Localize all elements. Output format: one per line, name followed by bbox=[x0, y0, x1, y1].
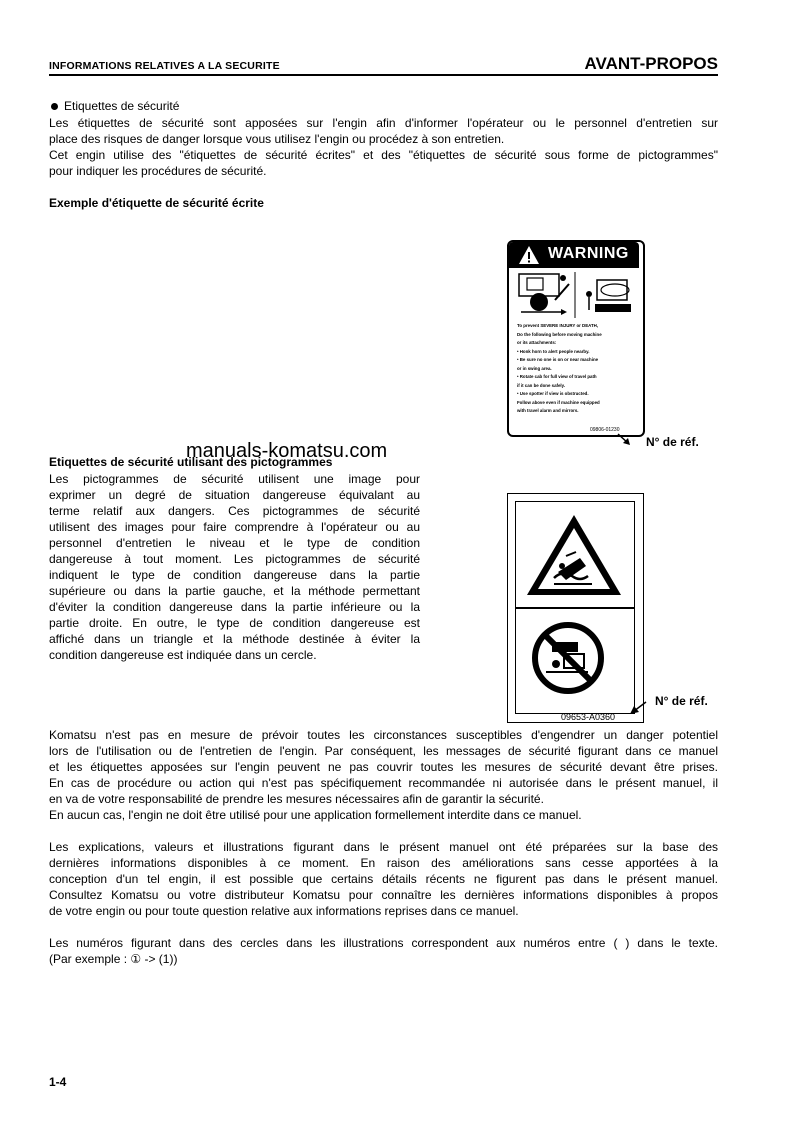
warning-label-text: To prevent SEVERE INJURY or DEATH, Do the following before moving machine or its attachments: • Honk horn to alert people nearby. • Be sure no one is on or near machine or in swing area. • Rotate cab for full view of travel path if it can be done safely. • Use spotter if view is obstructed. Follow above even if machine equipped with travel alarm and mirrors. bbox=[517, 323, 602, 413]
intro-bullet-line bbox=[49, 98, 179, 114]
intro-line: pour indiquer les procédures de sécurité. bbox=[49, 164, 267, 178]
body-paragraph-2: Les explications, valeurs et illustrations figurant dans le présent manuel ont été préparées sur la base des dernières informations disponibles à ce moment. En raison des améliorations sans cesse apportées à la conception d'un tel engin, il est possible que certains détails récents ne figurent pas dans le présent manuel. Consultez Komatsu ou votre distributeur Komatsu pour connaître les dernières informations disponibles à propos de votre engin ou pour toute question relative aux informations reprises dans ce manuel. bbox=[49, 840, 718, 918]
intro-line: Cet engin utilise des "étiquettes de sécurité écrites" et des "étiquettes de sécurité sous forme de pictogrammes" bbox=[49, 148, 718, 162]
header-rule bbox=[49, 74, 718, 76]
prohibition-circle-icon bbox=[530, 620, 606, 696]
intro-bullet-title: Etiquettes de sécurité bbox=[64, 99, 180, 113]
section-title: INFORMATIONS RELATIVES A LA SECURITE bbox=[49, 60, 280, 72]
pictogram-label-ref: N° de réf. bbox=[655, 694, 708, 708]
chapter-title: AVANT-PROPOS bbox=[584, 54, 718, 73]
written-label-ref: N° de réf. bbox=[646, 435, 699, 449]
pictogram-label-code: 09653-A0360 bbox=[561, 712, 616, 722]
picto-section-heading: Etiquettes de sécurité utilisant des pictogrammes bbox=[49, 455, 333, 469]
hazard-triangle-icon bbox=[524, 512, 624, 598]
warning-signal-word: WARNING bbox=[548, 245, 629, 262]
picto-paragraph: Les pictogrammes de sécurité utilisent une image pour exprimer un degré de situation dangereuse équivalant au terme relatif aux dangers. Ces pictogrammes de sécurité utilisent des images pour faire comprendre à l'opérateur ou au personnel d'entretien le niveau et le type de condition dangereuse à tout moment. Les pictogrammes de sécurité indiquent le type de condition dangereuse dans la partie supérieure ou dans la partie gauche, et la méthode permettant d'éviter la condition dangereuse dans la partie inférieure ou la partie droite. En outre, le type de condition dangereuse est affiché dans un triangle et la méthode destinée à éviter la condition dangereuse est indiquée dans un cercle. bbox=[49, 472, 420, 662]
machine-swing-illustration-icon bbox=[511, 270, 639, 320]
watermark: manuals-komatsu.com bbox=[186, 440, 388, 462]
bullet-icon bbox=[51, 103, 58, 110]
warning-triangle-icon bbox=[518, 245, 540, 265]
page-number: 1-4 bbox=[49, 1075, 67, 1089]
pictogram-divider bbox=[515, 607, 635, 609]
warning-label-code: 09806-01230 bbox=[590, 427, 620, 433]
intro-line: place des risques de danger lorsque vous utilisez l'engin ou procédez à son entretien. bbox=[49, 132, 505, 146]
intro-line: Les étiquettes de sécurité sont apposées sur l'engin afin d'informer l'opérateur ou le personnel d'entretien sur bbox=[49, 116, 718, 130]
body-paragraph-3: Les numéros figurant dans des cercles dans les illustrations correspondent aux numéros entre ( ) dans le texte. (Par exemple : ① -> (1)) bbox=[49, 936, 718, 966]
ref-pointer-arrow-icon bbox=[616, 432, 632, 446]
ref-pointer-arrow-icon bbox=[628, 700, 648, 716]
written-label-heading: Exemple d'étiquette de sécurité écrite bbox=[49, 196, 264, 210]
body-paragraph-1: Komatsu n'est pas en mesure de prévoir toutes les circonstances susceptibles d'engendrer un danger potentiel lors de l'utilisation ou de l'entretien de l'engin. Par conséquent, les messages de sécurité figurant dans ce manuel et les étiquettes apposées sur l'engin peuvent ne pas couvrir toutes les mesures de sécurité devant être prises. En cas de procédure ou action qui n'est pas spécifiquement recommandée ni autorisée dans le présent manuel, il en va de votre responsabilité de prendre les mesures nécessaires afin de garantir la sécurité. En aucun cas, l'engin ne doit être utilisé pour une application formellement interdite dans ce manuel. bbox=[49, 728, 718, 822]
